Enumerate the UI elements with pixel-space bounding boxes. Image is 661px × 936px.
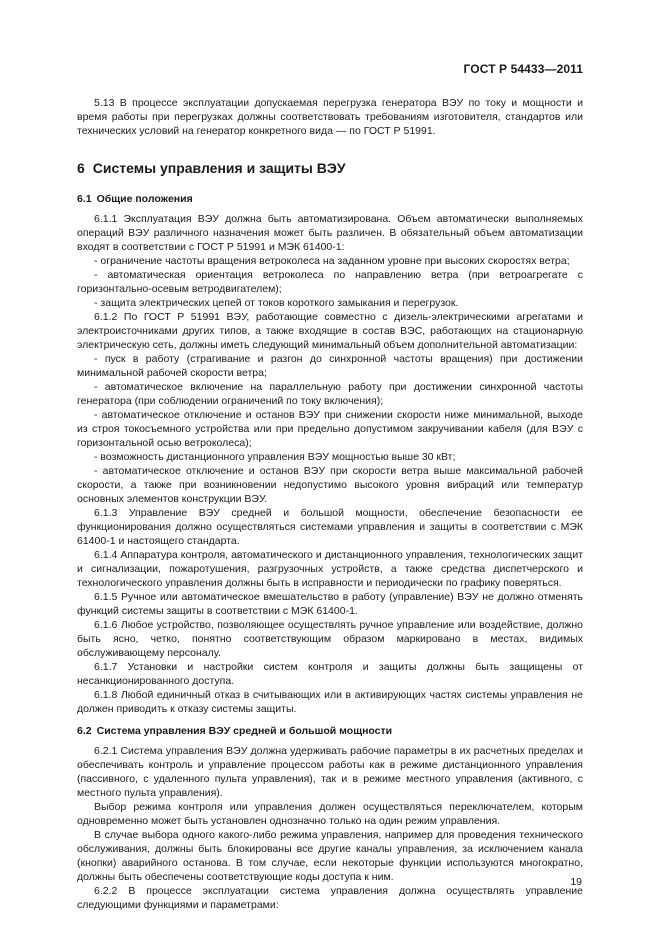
- list-item: - автоматическое отключение и останов ВЭУ при снижении скорости ниже минимальной, выходе из строя токосъемного устройства или при предельно допустимом закручивании кабеля (для ВЭУ с горизонтальной осью ветроколеса);: [77, 409, 583, 449]
- section-heading: [77, 159, 583, 177]
- paragraph-6-1-2: 6.1.2 По ГОСТ Р 51991 ВЭУ, работающие совместно с дизель-электрическими агрегатами и электроисточниками других типов, а также входящие в состав ВЭС, работающих на стационарную электрическую сеть, должны иметь следующий минимальный объем дополнительной автоматизации:: [77, 311, 583, 351]
- page-number: 19: [570, 876, 582, 888]
- section-number: 6: [77, 160, 85, 176]
- paragraph-6-1-1: 6.1.1 Эксплуатация ВЭУ должна быть автоматизирована. Объем автоматически выполняемых операций ВЭУ различного назначения может быть различен. В обязательный объем автоматизации входят в соответствии с ГОСТ Р 51991 и МЭК 61400-1:: [77, 213, 583, 253]
- paragraph-6-1-8: 6.1.8 Любой единичный отказ в считывающих или в активирующих частях системы управления не должен приводить к отказу системы защиты.: [77, 689, 583, 715]
- list-item: - автоматическое отключение и останов ВЭУ при скорости ветра выше максимальной рабочей скорости, а также при возникновении недопустимо высокого уровня вибраций или температур основных элементов конструкции ВЭУ.: [77, 465, 583, 505]
- document-header: ГОСТ Р 54433—2011: [463, 62, 583, 76]
- paragraph-6-2-2: 6.2.2 В процессе эксплуатации система управления должна осуществлять управление следующими функциями и параметрами:: [77, 885, 583, 911]
- subsection-heading: [77, 192, 583, 206]
- subsection-heading: [77, 724, 583, 738]
- paragraph-6-1-4: 6.1.4 Аппаратура контроля, автоматического и дистанционного управления, технологических защит и сигнализации, пожаротушения, разгрузочных устройств, а также средства диспетчерского и технологического управления должны быть в исправности и периодически по графику поверяться.: [77, 549, 583, 589]
- subsection-title: Общие положения: [96, 193, 193, 205]
- list-item: - ограничение частоты вращения ветроколеса на заданном уровне при высоких скоростях ветра;: [94, 255, 570, 267]
- list-item: - пуск в работу (страгивание и разгон до синхронной частоты вращения) при достижении минимальной рабочей скорости ветра;: [77, 353, 583, 379]
- list-item: - защита электрических цепей от токов короткого замыкания и перегрузок.: [94, 297, 459, 309]
- subsection-title: Система управления ВЭУ средней и большой мощности: [96, 725, 393, 737]
- paragraph-6-2-1: 6.2.1 Система управления ВЭУ должна удерживать рабочие параметры в их расчетных пределах и обеспечивать контроль и управление процессом работы как в режиме дистанционного управления (пассивного, с удаленного пульта управления), так и в режиме местного управления (активного, с местного пульта управления).: [77, 745, 583, 799]
- list-item: - автоматическое включение на параллельную работу при достижении синхронной частоты генератора (при соблюдении ограничений по току включения);: [77, 381, 583, 407]
- list-item: - автоматическая ориентация ветроколеса по направлению ветра (при ветроагрегате с горизонтально-осевым ветродвигателем);: [77, 269, 583, 295]
- subsection-number: 6.2: [77, 725, 92, 737]
- intro-paragraph: 5.13 В процессе эксплуатации допускаемая перегрузка генератора ВЭУ по току и мощности и время работы при перегрузках должны соответствовать требованиям изготовителя, стандартов или технических условий на генератор конкретного вида — по ГОСТ Р 51991.: [77, 97, 583, 137]
- page-body: [77, 96, 583, 912]
- paragraph-6-1-3: 6.1.3 Управление ВЭУ средней и большой мощности, обеспечение безопасности ее функционирования должно осуществляться системами управления и защиты в соответствии с МЭК 61400-1 и настоящего стандарта.: [77, 507, 583, 547]
- subsection-number: 6.1: [77, 193, 92, 205]
- paragraph-6-2-1-blocking: В случае выбора одного какого-либо режима управления, например для проведения технического обслуживания, должны быть блокированы все другие каналы управления, за исключением канала (кнопки) аварийного останова. В том случае, если некоторые функции используются многократно, должны быть обеспечены соответствующие коды доступа к ним.: [77, 829, 583, 883]
- paragraph-6-1-7: 6.1.7 Установки и настройки систем контроля и защиты должны быть защищены от несанкционированного доступа.: [77, 661, 583, 687]
- paragraph-6-1-6: 6.1.6 Любое устройство, позволяющее осуществлять ручное управление или воздействие, должно быть ясно, четко, понятно соответствующим образом маркировано в местах, видимых обслуживающему персоналу.: [77, 619, 583, 659]
- section-title: Системы управления и защиты ВЭУ: [92, 160, 346, 176]
- paragraph-6-1-5: 6.1.5 Ручное или автоматическое вмешательство в работу (управление) ВЭУ не должно отменять функций системы защиты в соответствии с МЭК 61400-1.: [77, 591, 583, 617]
- list-item: - возможность дистанционного управления ВЭУ мощностью выше 30 кВт;: [94, 451, 456, 463]
- paragraph-6-2-1-mode-select: Выбор режима контроля или управления должен осуществляться переключателем, которым одновременно может быть установлен однозначно только на один режим управления.: [77, 801, 583, 827]
